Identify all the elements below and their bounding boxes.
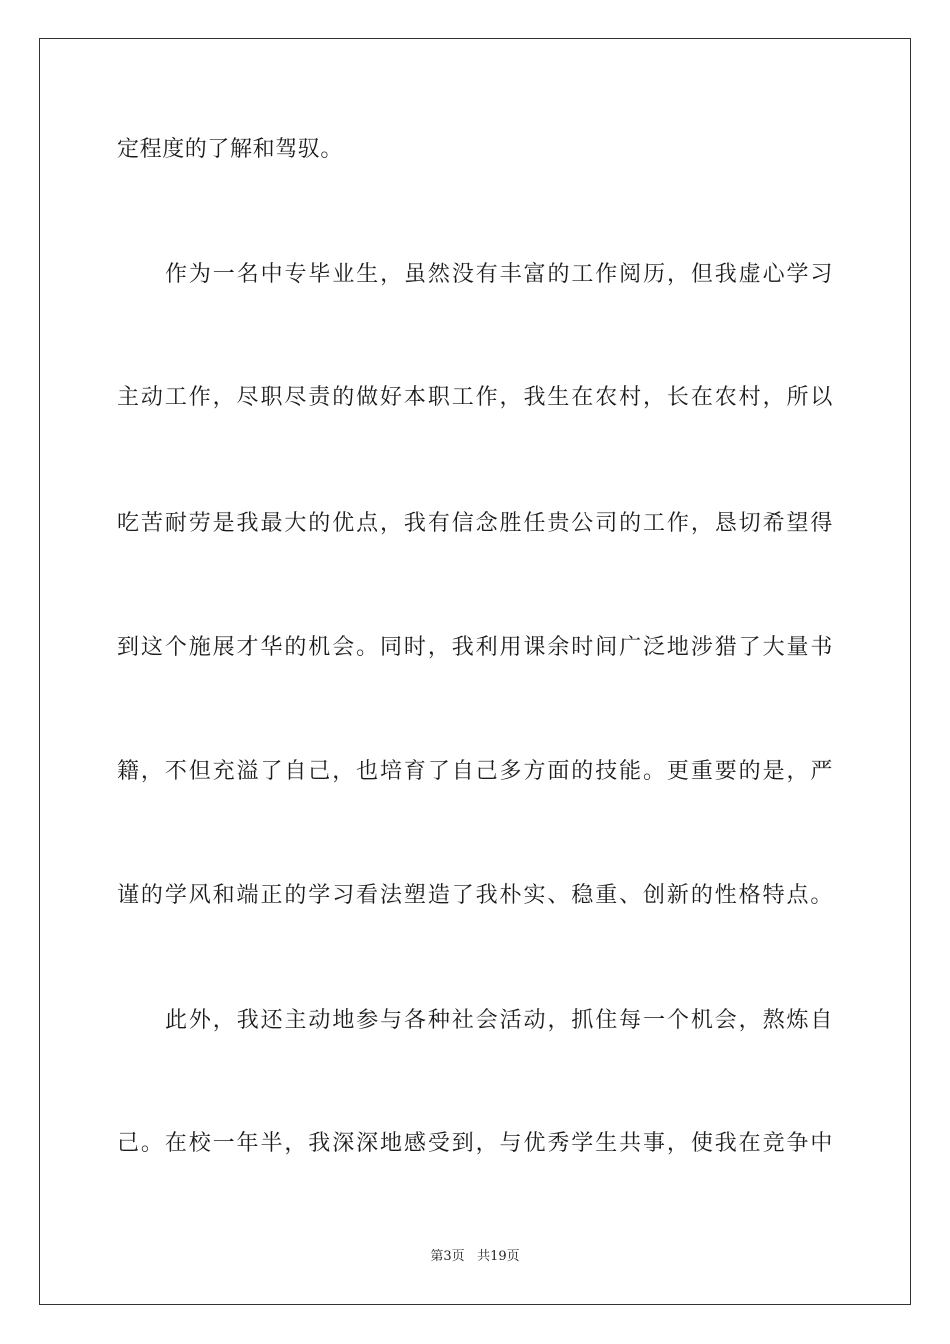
paragraph-line: 此外，我还主动地参与各种社会活动，抓住每一个机会，熬炼自: [165, 1008, 833, 1033]
page-footer: [0, 1248, 950, 1266]
page-number: 第3页: [430, 1249, 465, 1264]
paragraph-line: 作为一名中专毕业生，虽然没有丰富的工作阅历，但我虚心学习: [165, 262, 833, 287]
paragraph-line: 到这个施展才华的机会。同时，我利用课余时间广泛地涉猎了大量书: [117, 635, 833, 660]
page-border: [39, 38, 911, 1305]
paragraph-line: 籍，不但充溢了自己，也培育了自己多方面的技能。更重要的是，严: [117, 759, 833, 784]
paragraph-line: 主动工作，尽职尽责的做好本职工作，我生在农村，长在农村，所以: [117, 385, 833, 410]
page-total: 共19页: [477, 1249, 520, 1264]
paragraph-line: 定程度的了解和驾驭。: [117, 137, 344, 162]
paragraph-line: 己。在校一年半，我深深地感受到，与优秀学生共事，使我在竞争中: [117, 1131, 833, 1156]
paragraph-line: 吃苦耐劳是我最大的优点，我有信念胜任贵公司的工作，恳切希望得: [117, 511, 833, 536]
paragraph-line: 谨的学风和端正的学习看法塑造了我朴实、稳重、创新的性格特点。: [117, 883, 833, 908]
